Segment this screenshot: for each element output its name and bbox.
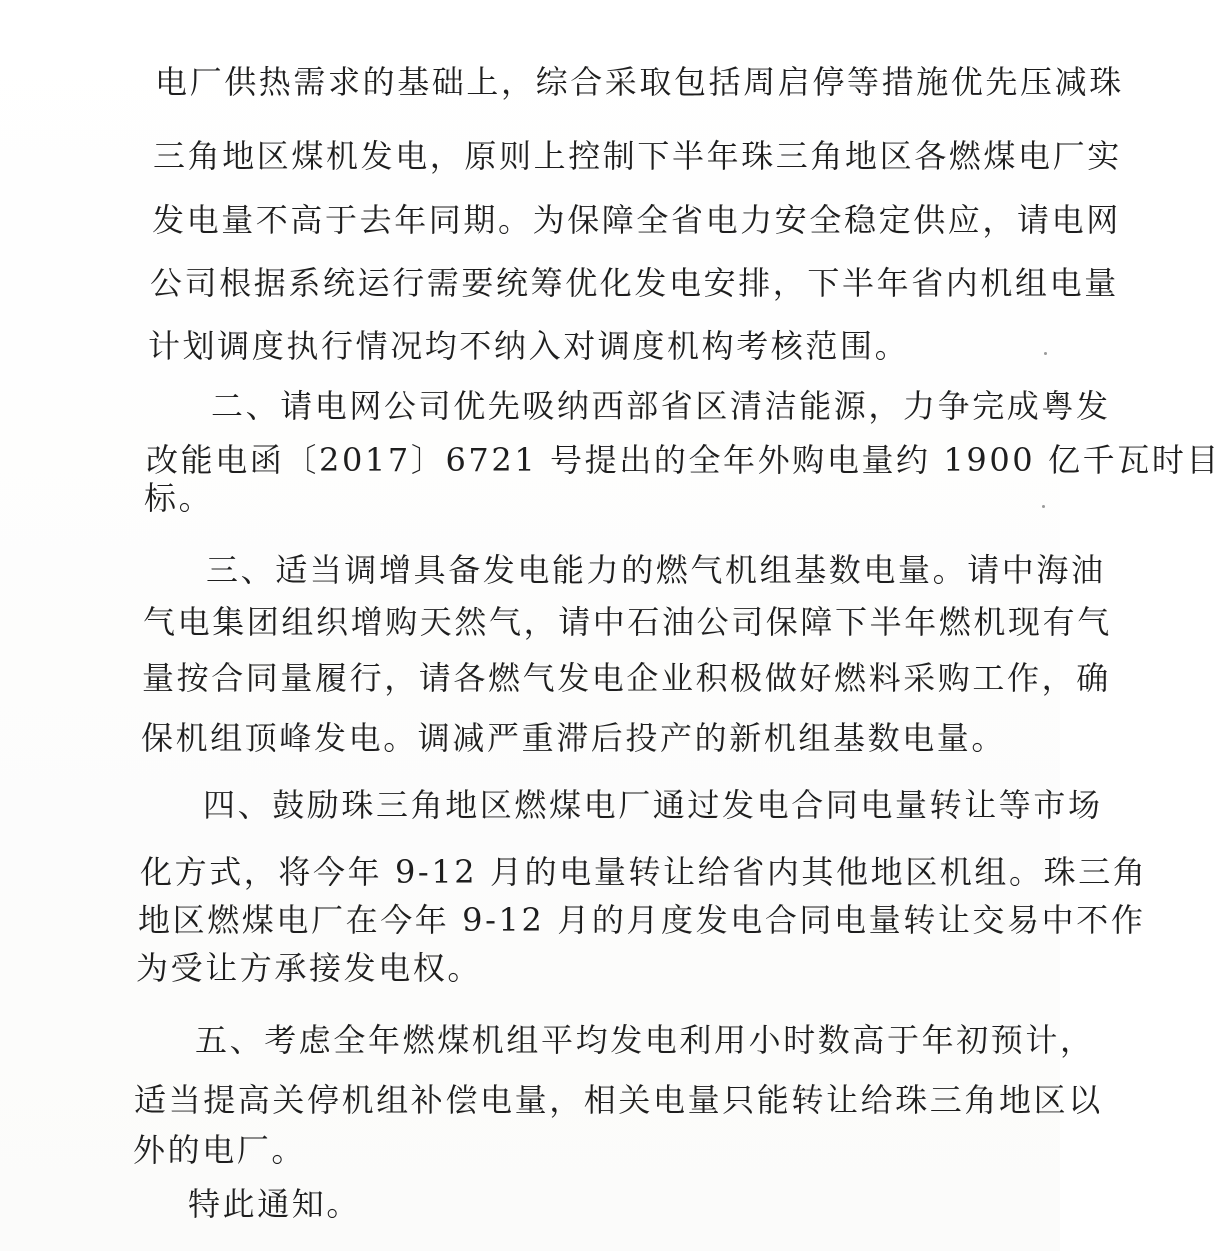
text-line: 三角地区煤机发电，原则上控制下半年珠三角地区各燃煤电厂实 xyxy=(153,137,1122,175)
text-line: 保机组顶峰发电。调减严重滞后投产的新机组基数电量。 xyxy=(141,719,1007,757)
text-line: 外的电厂。 xyxy=(133,1131,307,1169)
text-line: 气电集团组织增购天然气，请中石油公司保障下半年燃机现有气 xyxy=(143,603,1112,641)
text-line: 公司根据系统运行需要统筹优化发电安排，下半年省内机组电量 xyxy=(150,264,1119,302)
text-line: 化方式，将今年 9-12 月的电量转让给省内其他地区机组。珠三角 xyxy=(140,853,1148,891)
scan-speck xyxy=(1044,352,1047,355)
text-line: 特此通知。 xyxy=(188,1185,362,1223)
text-line: 量按合同量履行，请各燃气发电企业积极做好燃料采购工作，确 xyxy=(142,659,1111,697)
text-line: 改能电函〔2017〕6721 号提出的全年外购电量约 1900 亿千瓦时目 xyxy=(146,441,1221,479)
text-line: 五、考虑全年燃煤机组平均发电利用小时数高于年初预计， xyxy=(195,1021,1095,1059)
text-line: 四、鼓励珠三角地区燃煤电厂通过发电合同电量转让等市场 xyxy=(203,786,1103,824)
text-line: 适当提高关停机组补偿电量，相关电量只能转让给珠三角地区以 xyxy=(134,1081,1103,1119)
text-line: 二、请电网公司优先吸纳西部省区清洁能源，力争完成粤发 xyxy=(211,387,1111,425)
text-line: 电厂供热需求的基础上，综合采取包括周启停等措施优先压减珠 xyxy=(155,63,1124,101)
text-line: 三、适当调增具备发电能力的燃气机组基数电量。请中海油 xyxy=(206,551,1106,589)
text-line: 地区燃煤电厂在今年 9-12 月的月度发电合同电量转让交易中不作 xyxy=(138,901,1146,939)
text-line: 为受让方承接发电权。 xyxy=(136,949,483,987)
text-line: 标。 xyxy=(144,479,214,517)
text-line: 发电量不高于去年同期。为保障全省电力安全稳定供应，请电网 xyxy=(152,201,1121,239)
text-line: 计划调度执行情况均不纳入对调度机构考核范围。 xyxy=(148,327,910,365)
scan-speck xyxy=(1042,505,1045,508)
